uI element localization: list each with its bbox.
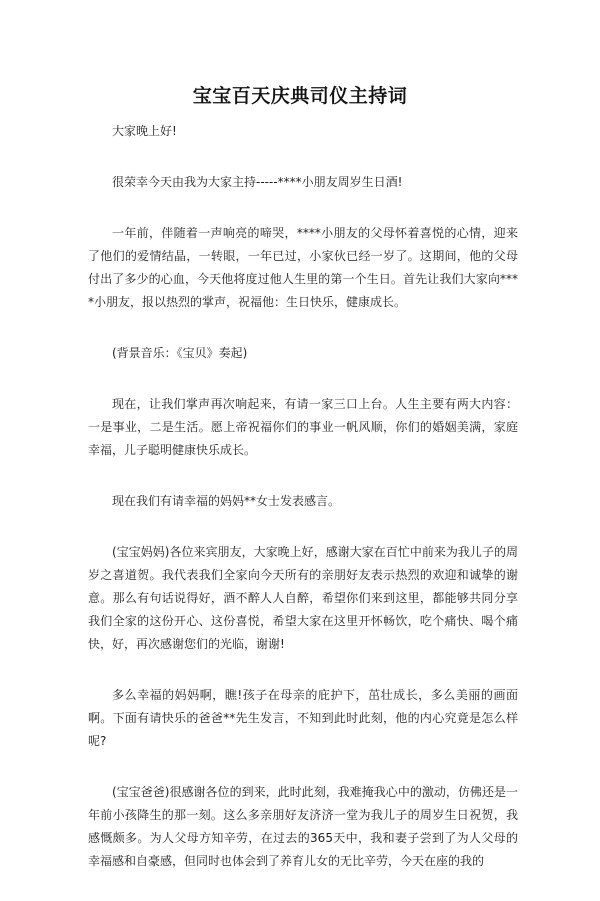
paragraph-intro: 很荣幸今天由我为大家主持-----****小朋友周岁生日酒!: [112, 175, 403, 189]
paragraph-background-music: (背景音乐：《宝贝》奏起): [112, 346, 248, 360]
paragraph-invite-father: 多么幸福的妈妈啊，瞧!孩子在母亲的庇护下，茁壮成长，多么美丽的画面啊。下面有请快乐的爸爸**先生发言，不知到此时此刻，他的内心究竟是怎么样呢?: [88, 688, 518, 748]
paragraph-birthday-blessing: 一年前，伴随着一声响亮的啼哭，****小朋友的父母怀着喜悦的心情，迎来了他们的爱情结晶，一转眼，一年已过，小家伙已经一岁了。这期间，他的父母付出了多少的心血，今天他将度过他人生里的第一个生日。首先让我们大家向****小朋友，报以热烈的掌声，祝福他：生日快乐，健康成长。: [88, 226, 518, 309]
document-body: [88, 120, 518, 901]
document-title: 宝宝百天庆典司仪主持词: [192, 85, 408, 107]
paragraph-family-on-stage: 现在，让我们掌声再次响起来，有请一家三口上台。人生主要有两大内容：一是事业，二是生活。愿上帝祝福你们的事业一帆风顺，你们的婚姻美满，家庭幸福，儿子聪明健康快乐成长。: [88, 397, 518, 457]
paragraph-greeting: 大家晚上好!: [112, 124, 177, 138]
paragraph-father-speech: (宝宝爸爸)很感谢各位的到来，此时此刻，我难掩我心中的激动，仿佛还是一年前小孩降生的那一刻。这么多亲朋好友济济一堂为我儿子的周岁生日祝贺，我感慨颇多。为人父母方知辛劳，在过去的365天中，我和妻子尝到了为人父母的幸福感和自豪感，但同时也体会到了养育儿女的无比辛劳，今天在座的我的: [88, 785, 518, 868]
paragraph-invite-mother: 现在我们有请幸福的妈妈**女士发表感言。: [112, 494, 341, 508]
paragraph-mother-speech: (宝宝妈妈)各位来宾朋友，大家晚上好，感谢大家在百忙中前来为我儿子的周岁之喜道贺。我代表我们全家向今天所有的亲朋好友表示热烈的欢迎和诚挚的谢意。那么有句话说得好，酒不醉人人自醉，希望你们来到这里，都能够共同分享我们全家的这份开心、这份喜悦，希望大家在这里开怀畅饮，吃个痛快、喝个痛快，好，再次感谢您们的光临，谢谢!: [88, 545, 518, 651]
